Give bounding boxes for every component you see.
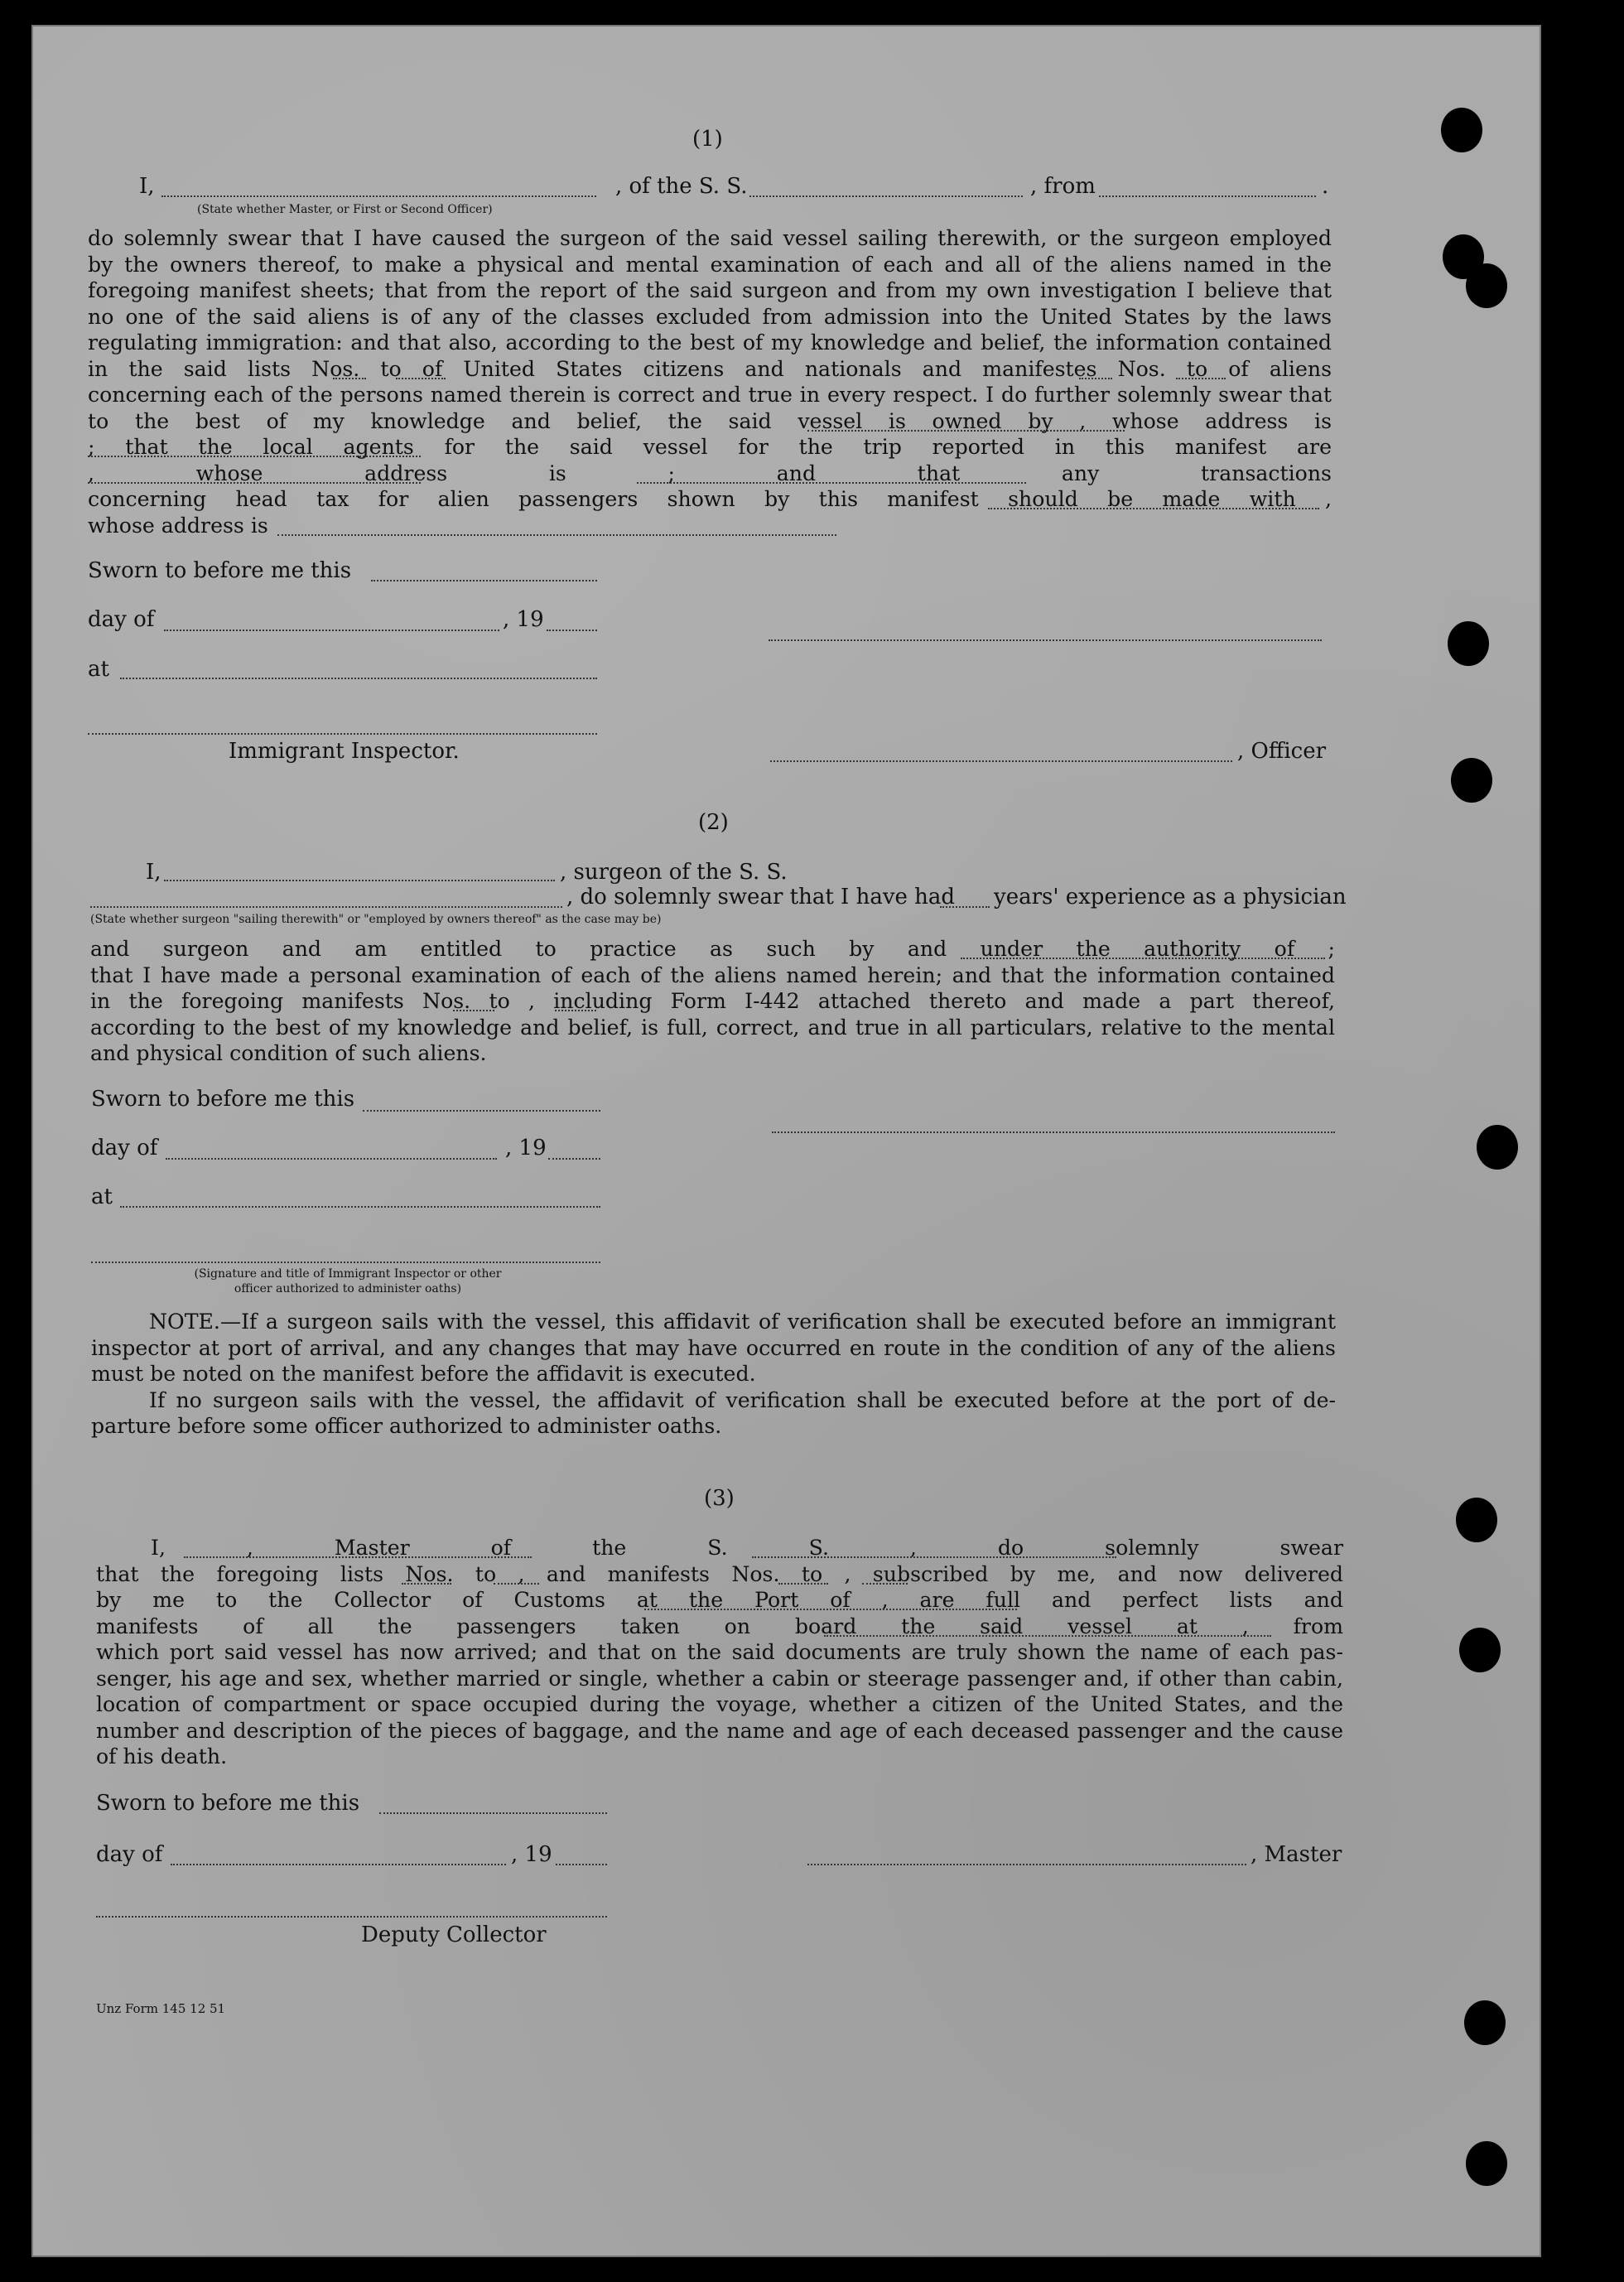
s1-line: concerning head tax for alien passengers shown by this manifest should be made with , (88, 487, 1332, 511)
s3-nineteen: , 19 (511, 1842, 552, 1867)
s3-paragraph (96, 1535, 1343, 1770)
s2-manifests-from-field[interactable] (453, 1010, 494, 1011)
punch-hole (1466, 263, 1507, 308)
s1-line: concerning each of the persons named therein is correct and true in every respect. I do further solemnly swear that (88, 383, 1332, 407)
s2-line: that I have made a personal examination of each of the aliens named herein; and that the information contained (90, 962, 1335, 987)
s2-vessel-field[interactable] (90, 906, 562, 908)
s1-line: in the said lists Nos. to of United States citizens and nationals and manifestes Nos. to of aliens (88, 356, 1332, 381)
s1-line: whose address is (88, 513, 268, 538)
s1-nineteen: , 19 (503, 607, 544, 632)
s2-line: and surgeon and am entitled to practice as such by and under the authority of ; (90, 937, 1335, 961)
s2-note (91, 1309, 1336, 1440)
s1-period: . (1322, 174, 1329, 199)
s3-master-label: , Master (1251, 1842, 1342, 1867)
s1-line: , whose address is ; and that any transactions (88, 461, 1332, 485)
s3-vessel-field[interactable] (752, 1556, 1116, 1558)
s3-master-sign-field[interactable] (807, 1864, 1246, 1865)
s1-owner-address-field[interactable] (88, 456, 421, 457)
s1-day-of: day of (88, 607, 155, 632)
s1-inspector-label: Immigrant Inspector. (229, 739, 460, 764)
punch-hole (1456, 1498, 1497, 1542)
s3-lists-to-field[interactable] (494, 1583, 539, 1585)
punch-hole (1448, 621, 1489, 666)
s2-at-field[interactable] (120, 1206, 600, 1208)
punch-hole (1451, 758, 1492, 803)
s3-deputy-label: Deputy Collector (361, 1923, 547, 1947)
s3-line: manifests of all the passengers taken on board the said vessel at , from (96, 1614, 1343, 1638)
s2-nineteen: , 19 (505, 1136, 547, 1160)
punch-hole (1441, 108, 1482, 152)
s1-line: no one of the said aliens is of any of the classes excluded from admission into the United States by the laws (88, 304, 1332, 329)
s3-line: number and description of the pieces of baggage, and the name and age of each deceased passenger and the cause (96, 1718, 1343, 1743)
s1-paragraph (88, 225, 1332, 538)
s2-note2-line: If no surgeon sails with the vessel, the affidavit of verification shall be executed before at the port of de- (149, 1387, 1336, 1412)
s3-manifests-from-field[interactable] (778, 1583, 828, 1585)
s3-lists-from-field[interactable] (402, 1583, 451, 1585)
s2-note-line: NOTE.—If a surgeon sails with the vessel, this affidavit of verification shall be executed before an immigrant (149, 1310, 1336, 1334)
s1-signature-field[interactable] (769, 639, 1322, 641)
s1-from-field[interactable] (1099, 195, 1316, 197)
s2-signature-field[interactable] (772, 1131, 1335, 1133)
s3-line: senger, his age and sex, whether married or single, whether a cabin or steerage passenger and, if other than cabin, (96, 1666, 1343, 1691)
s2-surgeon-name-field[interactable] (164, 880, 555, 881)
s1-officer-sign-field[interactable] (770, 760, 1232, 762)
s1-inspector-field[interactable] (88, 733, 597, 735)
s1-i: I, (139, 174, 155, 199)
section-2-number: (2) (698, 810, 729, 835)
s3-sworn: Sworn to before me this (96, 1791, 360, 1816)
s2-sig-note-1: (Signature and title of Immigrant Inspector or other (194, 1267, 502, 1281)
punch-hole (1459, 1628, 1501, 1672)
s1-lists-from-field[interactable] (333, 378, 366, 379)
s3-day-of: day of (96, 1842, 163, 1867)
s1-agents-address-field[interactable] (637, 482, 1026, 484)
s2-inspector-field[interactable] (91, 1262, 600, 1263)
punch-hole (1464, 2000, 1506, 2045)
s2-years-label: years' experience as a physician (994, 885, 1347, 909)
s2-year-field[interactable] (548, 1158, 600, 1160)
s2-note-line: must be noted on the manifest before the affidavit is executed. (91, 1362, 756, 1386)
s2-note2-line: parture before some officer authorized to administer oaths. (91, 1414, 722, 1438)
s3-line: I, , Master of the S. S. , do solemnly swear (151, 1536, 1343, 1560)
s2-surgeon-of: , surgeon of the S. S. (560, 860, 788, 885)
s1-line: do solemnly swear that I have caused the surgeon of the said vessel sailing therewith, or the surgeon employed (88, 226, 1332, 250)
s2-sig-note-2: officer authorized to administer oaths) (234, 1282, 462, 1295)
s1-year-field[interactable] (547, 630, 597, 631)
s1-officer-note: (State whether Master, or First or Second Officer) (197, 203, 493, 216)
s3-line: which port said vessel has now arrived; and that on the said documents are truly shown the name of each pas- (96, 1640, 1343, 1664)
s1-lists-to-field[interactable] (396, 378, 446, 379)
s2-day-field[interactable] (166, 1158, 497, 1160)
s2-paragraph (90, 936, 1335, 1067)
s1-agents-field[interactable] (88, 482, 421, 484)
section-3-number: (3) (704, 1486, 735, 1511)
s1-from: , from (1030, 174, 1096, 199)
s2-surgeon-note: (State whether surgeon "sailing therewith" or "employed by owners thereof" as the case may be) (90, 913, 662, 926)
s1-sworn: Sworn to before me this (88, 558, 352, 583)
s1-manifests-to-field[interactable] (1176, 378, 1226, 379)
s1-owner-field[interactable] (807, 430, 1125, 432)
s1-at: at (88, 657, 109, 682)
punch-hole (1466, 2141, 1507, 2186)
s1-line: foregoing manifest sheets; that from the report of the said surgeon and from my own investigation I believe that (88, 278, 1332, 302)
s2-authority-field[interactable] (961, 958, 1325, 959)
s2-note-line: inspector at port of arrival, and any changes that may have occurred en route in the condition of any of the aliens (91, 1335, 1336, 1360)
s2-day-of: day of (91, 1136, 158, 1160)
form-id: Unz Form 145 12 51 (96, 2001, 226, 2016)
s1-headtax-field[interactable] (988, 508, 1319, 509)
s3-year-field[interactable] (556, 1864, 607, 1865)
s3-sworn-field[interactable] (379, 1812, 607, 1814)
s1-officer-field[interactable] (161, 195, 596, 197)
s2-line: and physical condition of such aliens. (90, 1041, 487, 1065)
s2-at: at (91, 1184, 113, 1209)
s3-manifests-to-field[interactable] (862, 1583, 908, 1585)
s1-line: to the best of my knowledge and belief, the said vessel is owned by , whose address is (88, 408, 1332, 433)
s2-line: in the foregoing manifests Nos. to , including Form I-442 attached thereto and made a part thereof, (90, 989, 1335, 1013)
s2-years-field[interactable] (940, 906, 990, 908)
s2-sworn-field[interactable] (363, 1110, 600, 1112)
s1-at-field[interactable] (120, 678, 597, 679)
s2-sworn: Sworn to before me this (91, 1087, 355, 1112)
s3-day-field[interactable] (171, 1864, 506, 1865)
s3-line: by me to the Collector of Customs at the Port of , are full and perfect lists and (96, 1588, 1343, 1612)
s2-swear: , do solemnly swear that I have had (566, 885, 956, 909)
s1-manifests-from-field[interactable] (1079, 378, 1112, 379)
s1-line: ; that the local agents for the said vessel for the trip reported in this manifest are (88, 435, 1332, 459)
s3-line: that the foregoing lists Nos. to , and manifests Nos. to , subscribed by me, and now delivered (96, 1561, 1343, 1586)
s2-i: I, (146, 860, 161, 885)
s1-line: by the owners thereof, to make a physical and mental examination of each and all of the aliens named in the (88, 252, 1332, 277)
punch-hole (1477, 1125, 1518, 1170)
s3-line: location of compartment or space occupied during the voyage, whether a citizen of the United States, and the (96, 1692, 1343, 1716)
s2-line: according to the best of my knowledge and belief, is full, correct, and true in all particulars, relative to the mental (90, 1015, 1335, 1040)
s2-manifests-to-field[interactable] (555, 1010, 596, 1011)
s1-of-the-ss: , of the S. S. (615, 174, 748, 199)
s3-boarded-field[interactable] (824, 1635, 1271, 1637)
s1-day-field[interactable] (164, 630, 499, 631)
s1-headtax-address-field[interactable] (277, 534, 836, 536)
s1-officer-label: , Officer (1237, 739, 1327, 764)
s1-sworn-field[interactable] (371, 580, 597, 581)
s1-line: regulating immigration: and that also, according to the best of my knowledge and belief, the information contained (88, 330, 1332, 355)
section-1-number: (1) (692, 127, 723, 152)
s3-line: of his death. (96, 1744, 228, 1768)
s1-vessel-field[interactable] (749, 195, 1023, 197)
s3-deputy-field[interactable] (96, 1916, 607, 1918)
s3-port-field[interactable] (644, 1609, 1017, 1610)
s3-master-name-field[interactable] (184, 1556, 532, 1558)
